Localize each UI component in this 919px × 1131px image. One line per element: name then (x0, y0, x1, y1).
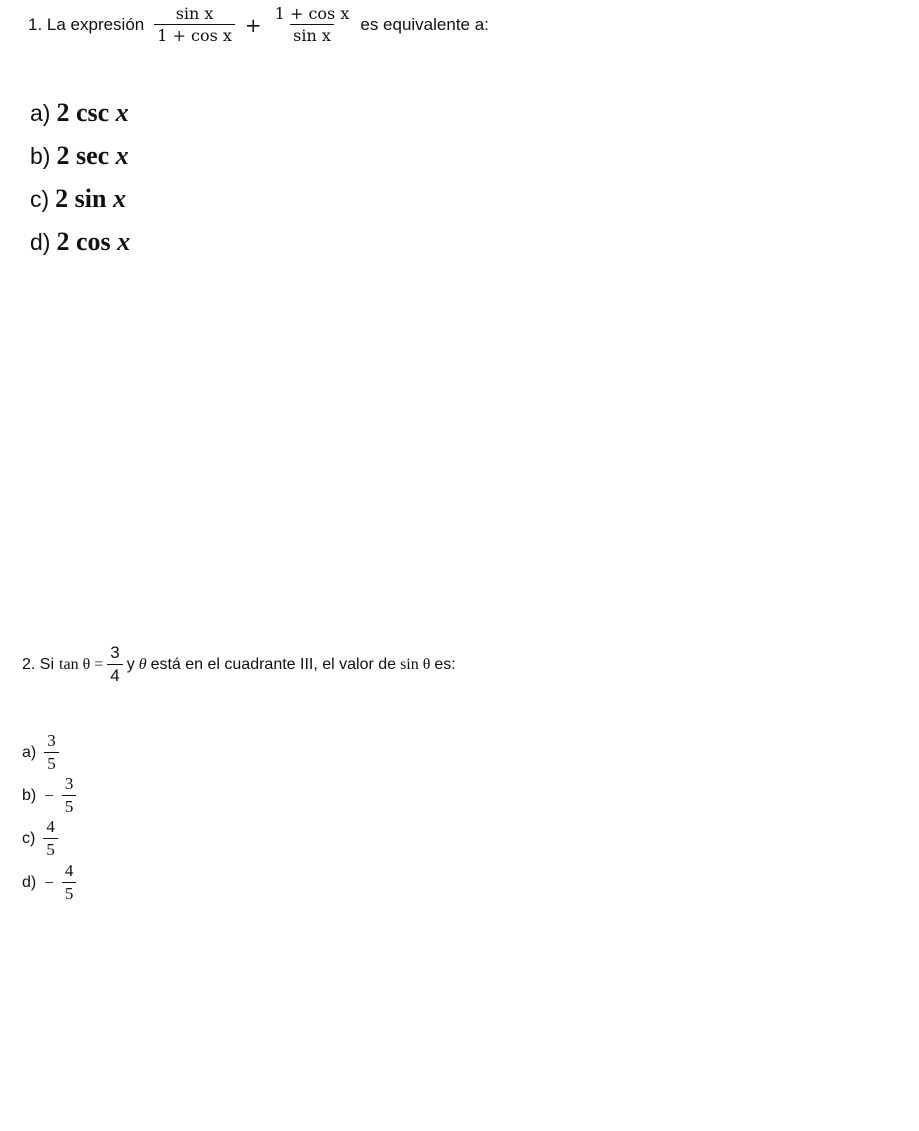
var: x (112, 184, 126, 213)
question-1-prefix: 1. La expresión (28, 14, 145, 34)
tan-expression: tan θ = (59, 655, 104, 673)
option-label: d) (30, 228, 51, 255)
coef: 2 (56, 98, 70, 127)
option-fraction (62, 861, 77, 904)
option-label: a) (30, 99, 51, 126)
option-label: c) (30, 185, 50, 212)
denominator: 4 (107, 664, 122, 686)
question-2 (22, 643, 456, 686)
numerator: 3 (110, 643, 120, 662)
var: x (115, 98, 129, 127)
denominator: 5 (43, 838, 58, 860)
option-label: b) (30, 142, 51, 169)
option-2d[interactable] (22, 861, 80, 904)
option-fraction (43, 817, 58, 860)
fn: csc (75, 98, 110, 127)
minus-sign: − (44, 872, 54, 892)
option-label: b) (22, 786, 37, 804)
var: x (115, 141, 129, 170)
option-label: d) (22, 873, 37, 891)
numerator: 4 (46, 817, 55, 836)
option-label: a) (22, 743, 37, 761)
fn: cos (75, 227, 111, 256)
option-label: c) (22, 829, 36, 847)
option-1d[interactable] (30, 227, 130, 257)
question-1-suffix: es equivalente a: (360, 14, 489, 34)
option-fraction (62, 774, 77, 817)
coef: 2 (56, 141, 70, 170)
denominator: 5 (44, 752, 59, 774)
question-2-text: está en el cuadrante III, el valor de (150, 655, 397, 673)
denominator: 5 (62, 795, 77, 817)
option-2b[interactable] (22, 774, 80, 817)
denominator: 5 (62, 882, 77, 904)
question-1 (28, 4, 489, 45)
fraction-2-numerator: 1 + cos x (274, 4, 350, 23)
word-y: y (126, 655, 135, 673)
fraction-2-denominator: sin x (290, 24, 334, 45)
minus-sign: − (44, 785, 54, 805)
fraction-1-numerator: sin x (175, 4, 214, 23)
plus-sign: + (244, 12, 262, 37)
var: x (117, 227, 131, 256)
option-2c[interactable] (22, 817, 62, 860)
numerator: 3 (64, 774, 74, 793)
option-1b[interactable] (30, 141, 129, 171)
question-2-prefix: 2. Si (22, 655, 55, 673)
option-1a[interactable] (30, 98, 129, 128)
coef: 2 (56, 227, 70, 256)
option-fraction (44, 731, 59, 774)
numerator: 4 (64, 861, 74, 880)
fraction-2 (272, 4, 353, 45)
fn: sin (74, 184, 107, 213)
theta: θ (138, 655, 147, 673)
fraction-1-denominator: 1 + cos x (154, 24, 235, 45)
option-1c[interactable] (30, 184, 126, 214)
option-2a[interactable] (22, 731, 63, 774)
coef: 2 (55, 184, 69, 213)
question-2-suffix: es: (434, 655, 456, 673)
fn: sec (75, 141, 110, 170)
fraction-3-4 (107, 643, 122, 686)
numerator: 3 (47, 731, 56, 750)
fraction-1 (154, 4, 235, 45)
sin-theta: sin θ (400, 655, 431, 673)
